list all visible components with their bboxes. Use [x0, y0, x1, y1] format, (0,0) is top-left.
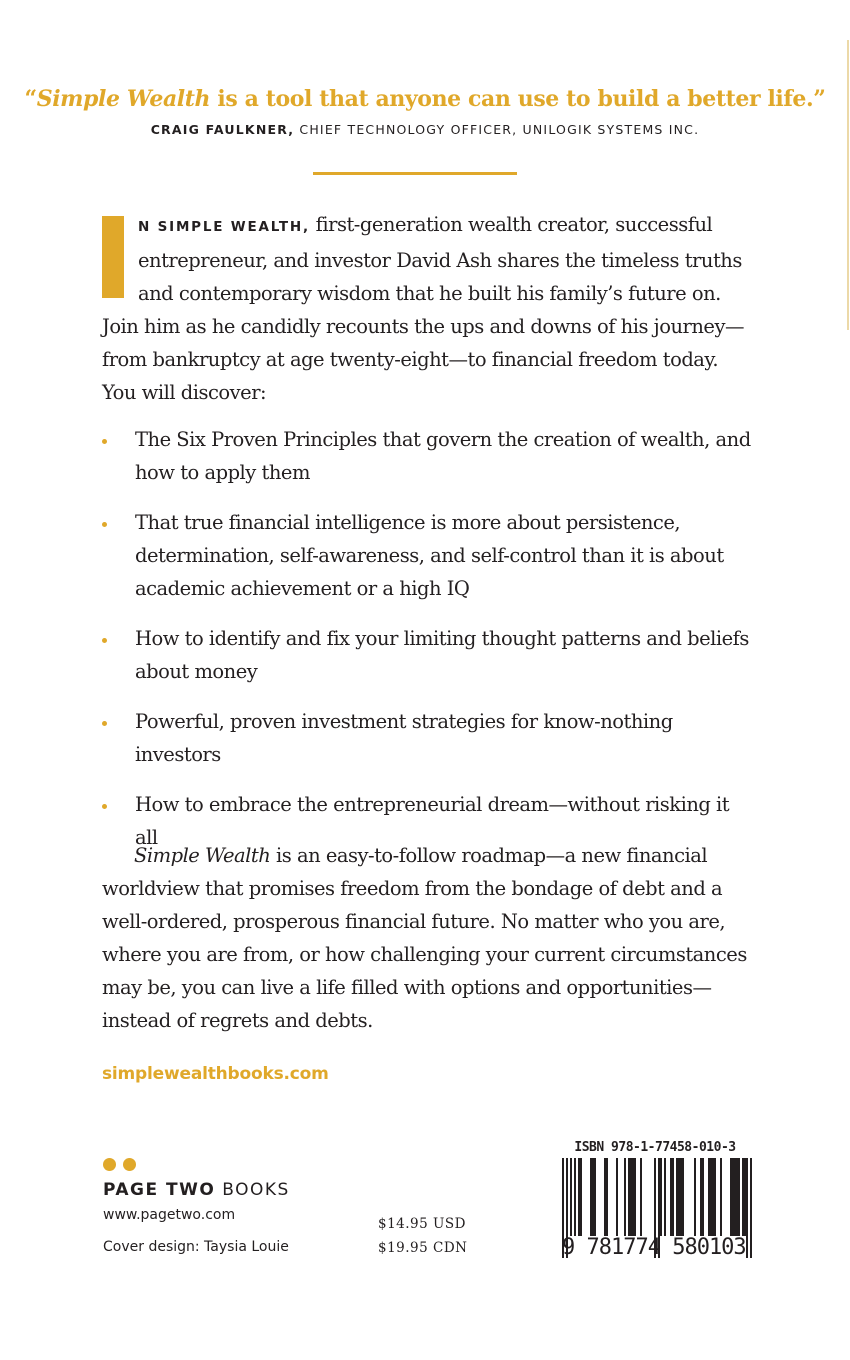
barcode-bar: [660, 1158, 662, 1236]
list-item: [102, 622, 752, 688]
barcode-bar: [734, 1158, 736, 1236]
list-item-text: The Six Proven Principles that govern the creation of wealth, and how to apply them: [135, 428, 751, 484]
list-item-text: That true financial intelligence is more about persistence, determination, self-awareness, and self-control than it is about academic achievement or a high IQ: [135, 511, 724, 600]
barcode-bar: [604, 1158, 606, 1236]
intro-paragraph: [102, 208, 752, 409]
barcode-bar: [742, 1158, 744, 1236]
edge-guide-line: [847, 40, 849, 330]
barcode-bar: [574, 1158, 576, 1236]
barcode-bar: [700, 1158, 702, 1236]
intro-text: first-generation wealth creator, successful entrepreneur, and investor David Ash shares the timeless truths and contemporary wisdom that he built his family’s future on. Join him as he candidly recounts the ups and downs of his journey—from bankruptcy at age twenty-eight—to financial freedom today. You will discover:: [102, 213, 744, 404]
bullet-dot-icon: [102, 721, 107, 726]
barcode-bar: [578, 1158, 580, 1236]
isbn-label: ISBN 978-1-77458-010-3: [574, 1140, 736, 1155]
website-link[interactable]: simplewealthbooks.com: [102, 1064, 329, 1084]
barcode-bar: [672, 1158, 674, 1236]
drop-cap-i: [102, 216, 124, 298]
barcode-bar: [594, 1158, 596, 1236]
barcode-bar: [678, 1158, 680, 1236]
publisher-logo-icon: [103, 1158, 143, 1172]
barcode-bar: [738, 1158, 740, 1236]
bullet-dot-icon: [102, 638, 107, 643]
barcode-bar: [616, 1158, 618, 1236]
barcode-bar: [732, 1158, 734, 1236]
barcode-bar: [632, 1158, 634, 1236]
closing-text: is an easy-to-follow roadmap—a new financial worldview that promises freedom from the bondage of debt and a well-ordered, prosperous financial future. No matter who you are, where you are from, or how challenging your current circumstances may be, you can live a life filled with options and opportunities—instead of regrets and debts.: [102, 844, 747, 1032]
publisher-name-bold: PAGE TWO: [103, 1180, 216, 1200]
barcode-bar: [570, 1158, 572, 1236]
bullet-dot-icon: [102, 522, 107, 527]
logo-dot-right: [123, 1158, 136, 1171]
publisher-name-rest: BOOKS: [215, 1180, 290, 1200]
cover-design-credit: Cover design: Taysia Louie: [103, 1239, 289, 1255]
logo-dot-left: [103, 1158, 116, 1171]
barcode-bar: [628, 1158, 630, 1236]
endorsement-quote: [0, 86, 850, 112]
closing-paragraph: [102, 839, 752, 1037]
list-item-text: Powerful, proven investment strategies for know-nothing investors: [135, 710, 673, 766]
intro-lead-in: N SIMPLE WEALTH,: [138, 219, 310, 235]
barcode-bar: [664, 1158, 666, 1236]
barcode-digits: 9 781774 580103: [562, 1235, 746, 1260]
barcode-bar: [736, 1158, 738, 1236]
list-item: [102, 506, 752, 605]
list-item: [102, 705, 752, 771]
barcode-bar: [606, 1158, 608, 1236]
barcode-bar: [708, 1158, 710, 1236]
publisher-name: [103, 1180, 290, 1200]
quote-author-role: CHIEF TECHNOLOGY OFFICER, UNILOGIK SYSTEMS INC.: [294, 122, 700, 137]
quote-open-mark: “: [24, 86, 37, 112]
list-item-text: How to identify and fix your limiting thought patterns and beliefs about money: [135, 627, 749, 683]
closing-book-title: Simple Wealth: [134, 844, 271, 867]
discover-list: [102, 423, 752, 871]
price-usd: $14.95 USD: [378, 1216, 466, 1232]
bullet-dot-icon: [102, 439, 107, 444]
barcode-bar: [720, 1158, 722, 1236]
barcode-bar: [670, 1158, 672, 1236]
barcode-bar: [710, 1158, 712, 1236]
quote-attribution: [0, 122, 850, 137]
barcode-bar: [640, 1158, 642, 1236]
quote-author: CRAIG FAULKNER,: [150, 122, 295, 137]
barcode-bar: [714, 1158, 716, 1236]
barcode-bar: [744, 1158, 746, 1236]
list-item-text: How to embrace the entrepreneurial dream—without risking it all: [135, 793, 730, 849]
gold-divider: [313, 172, 517, 175]
barcode-bar: [676, 1158, 678, 1236]
barcode-bar: [624, 1158, 626, 1236]
barcode-bar: [634, 1158, 636, 1236]
barcode-bar: [680, 1158, 682, 1236]
publisher-url[interactable]: www.pagetwo.com: [103, 1207, 236, 1223]
barcode-bar: [694, 1158, 696, 1236]
barcode-bar: [712, 1158, 714, 1236]
barcode-bar: [702, 1158, 704, 1236]
bullet-dot-icon: [102, 804, 107, 809]
barcode-bar: [592, 1158, 594, 1236]
barcode-bar: [590, 1158, 592, 1236]
price-cdn: $19.95 CDN: [378, 1240, 468, 1256]
quote-book-title: Simple Wealth: [36, 86, 211, 112]
barcode-bar: [730, 1158, 732, 1236]
barcode-bar: [580, 1158, 582, 1236]
list-item: [102, 423, 752, 489]
quote-text: is a tool that anyone can use to build a better life.”: [210, 86, 826, 112]
barcode-bar: [682, 1158, 684, 1236]
barcode-bar: [630, 1158, 632, 1236]
